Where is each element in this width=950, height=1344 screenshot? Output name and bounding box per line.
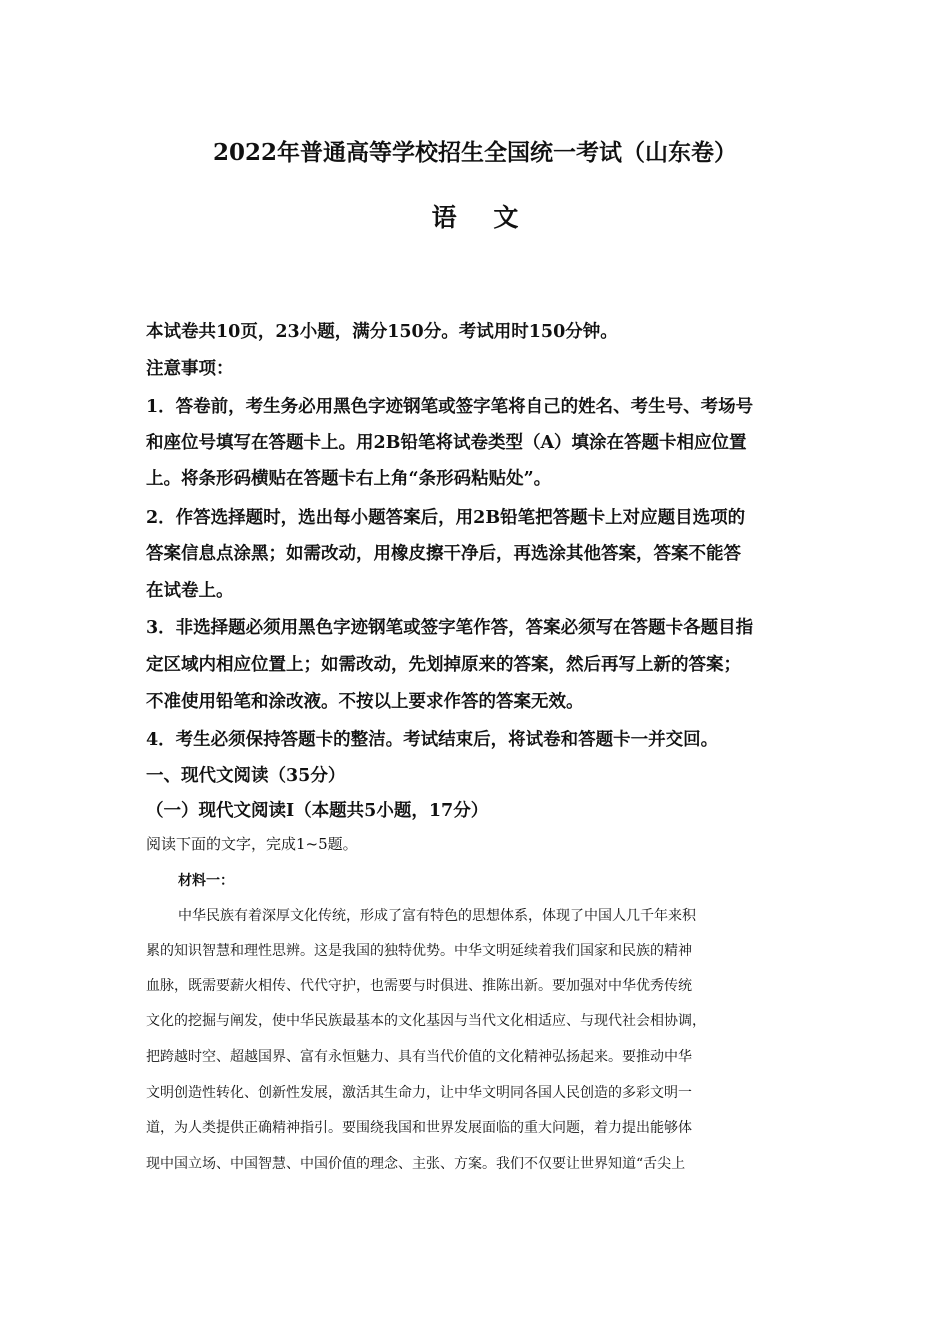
passage-line: 文明创造性转化、创新性发展，激活其生命力，让中华文明同各国人民创造的多彩文明一 (146, 1085, 692, 1101)
notes-line: 不准使用铅笔和涂改液。不按以上要求作答的答案无效。 (146, 692, 584, 712)
passage-line: 中华民族有着深厚文化传统，形成了富有特色的思想体系，体现了中国人几千年来积 (178, 908, 696, 924)
material-label: 材料一： (178, 873, 234, 889)
passage-line: 把跨越时空、超越国界、富有永恒魅力、具有当代价值的文化精神弘扬起来。要推动中华 (146, 1049, 692, 1065)
exam-intro: 本试卷共10页，23小题，满分150分。考试用时150分钟。 (146, 322, 618, 342)
notes-line: 在试卷上。 (146, 581, 234, 601)
notes-line: 3．非选择题必须用黑色字迹钢笔或签字笔作答，答案必须写在答题卡各题目指 (146, 618, 754, 638)
notes-line: 4．考生必须保持答题卡的整洁。考试结束后，将试卷和答题卡一并交回。 (146, 730, 719, 750)
passage-line: 现中国立场、中国智慧、中国价值的理念、主张、方案。我们不仅要让世界知道“舌尖上 (146, 1156, 686, 1172)
notes-line: 和座位号填写在答题卡上。用2B铅笔将试卷类型（A）填涂在答题卡相应位置 (146, 433, 747, 453)
subsection-heading: （一）现代文阅读Ⅰ（本题共5小题，17分） (146, 801, 489, 821)
notes-heading: 注意事项： (146, 359, 234, 379)
notes-line: 2．作答选择题时，选出每小题答案后，用2B铅笔把答题卡上对应题目选项的 (146, 508, 746, 528)
notes-line: 上。将条形码横贴在答题卡右上角“条形码粘贴处”。 (146, 469, 552, 489)
subject-title: 语 文 (431, 203, 533, 232)
reading-instruction: 阅读下面的文字，完成1~5题。 (146, 835, 358, 853)
notes-line: 答案信息点涂黑；如需改动，用橡皮擦干净后，再选涂其他答案，答案不能答 (146, 544, 741, 564)
passage-line: 累的知识智慧和理性思辨。这是我国的独特优势。中华文明延续着我们国家和民族的精神 (146, 943, 692, 959)
notes-line: 定区域内相应位置上；如需改动，先划掉原来的答案，然后再写上新的答案； (146, 655, 741, 675)
passage-line: 道，为人类提供正确精神指引。要围绕我国和世界发展面临的重大问题，着力提出能够体 (146, 1120, 692, 1136)
passage-line: 血脉，既需要薪火相传、代代守护，也需要与时俱进、推陈出新。要加强对中华优秀传统 (146, 978, 692, 994)
notes-line: 1．答卷前，考生务必用黑色字迹钢笔或签字笔将自己的姓名、考生号、考场号 (146, 397, 754, 417)
exam-title: 2022年普通高等学校招生全国统一考试（山东卷） (212, 139, 737, 166)
passage-line: 文化的挖掘与阐发，使中华民族最基本的文化基因与当代文化相适应、与现代社会相协调， (146, 1013, 706, 1029)
section-heading: 一、现代文阅读（35分） (146, 766, 346, 786)
